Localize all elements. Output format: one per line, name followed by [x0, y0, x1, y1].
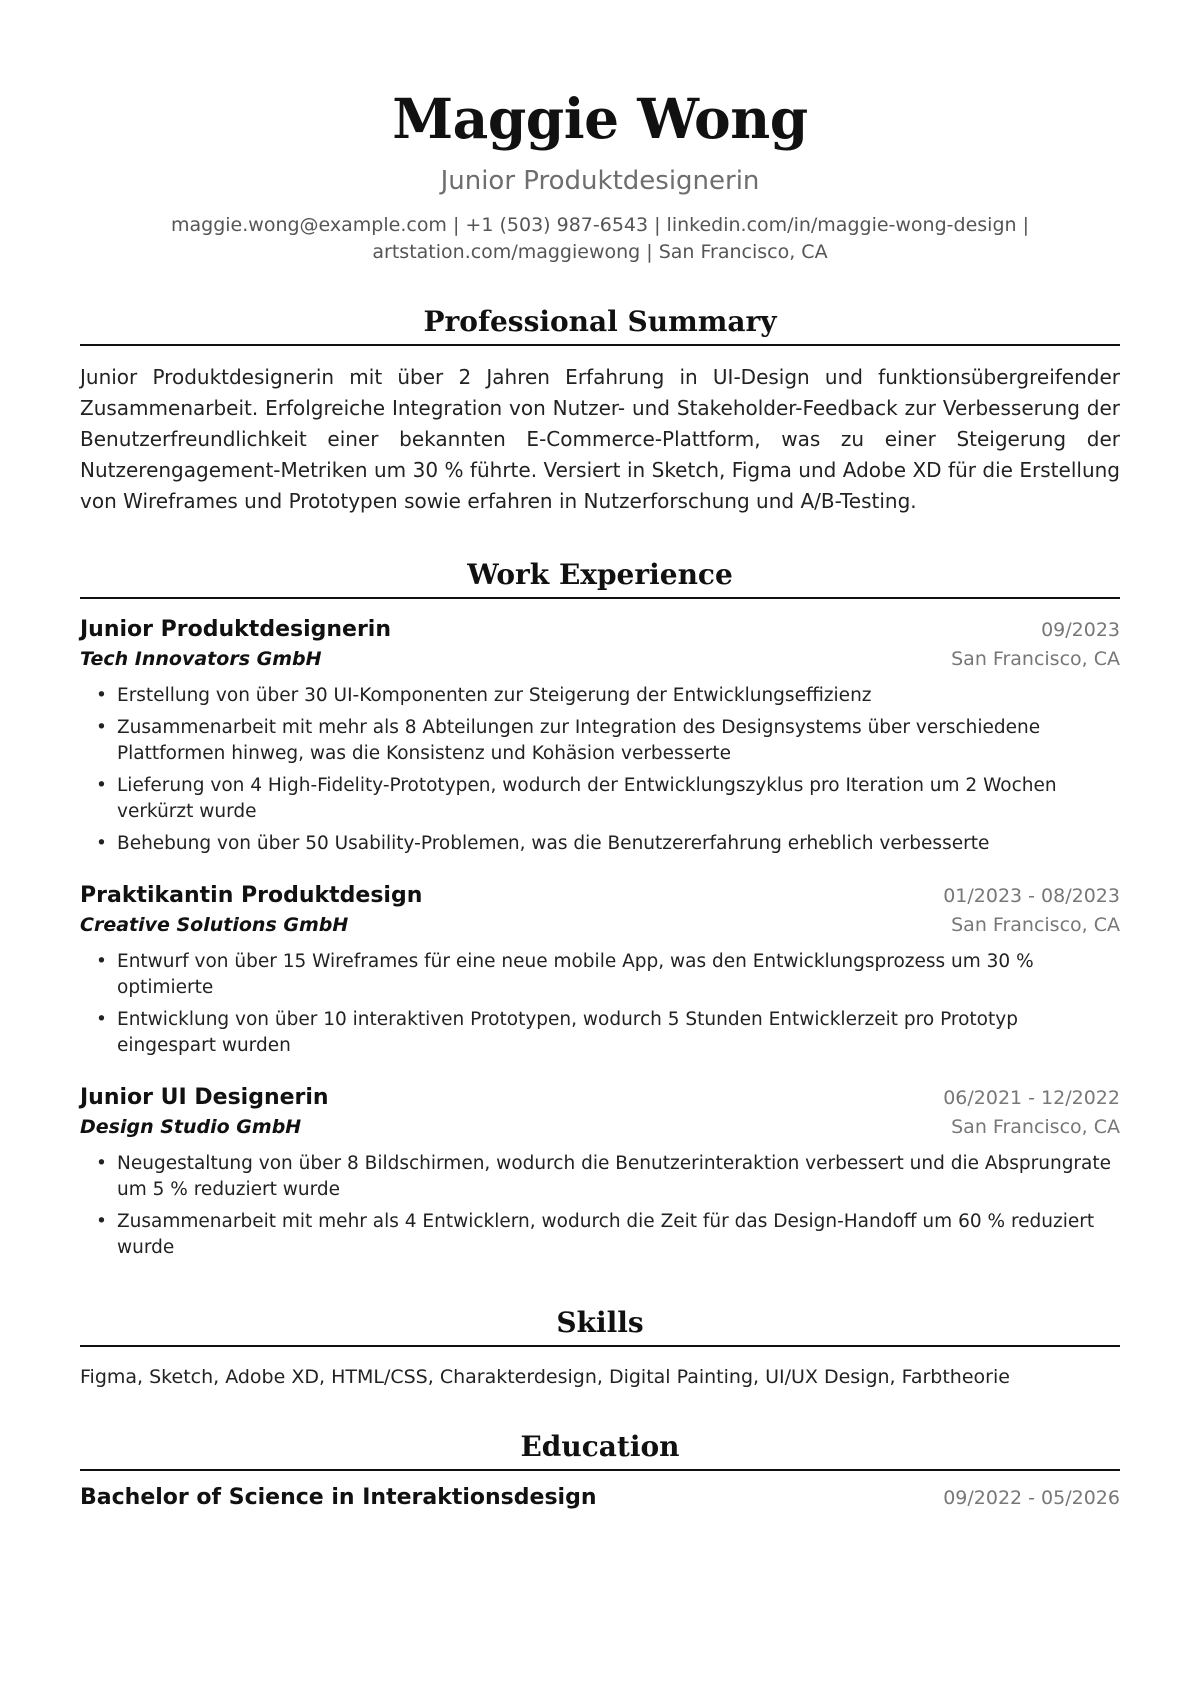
job-location: San Francisco, CA [951, 914, 1120, 936]
experience-section [80, 557, 1120, 1261]
job-entry [80, 1083, 1120, 1261]
job-date: 06/2021 - 12/2022 [943, 1087, 1120, 1109]
education-section [80, 1429, 1120, 1513]
resume-page [80, 0, 1120, 1513]
job-date: 01/2023 - 08/2023 [943, 885, 1120, 907]
company-name: Tech Innovators GmbH [80, 648, 322, 670]
resume-header [80, 84, 1120, 266]
bullet-dot: • [96, 951, 107, 972]
bullet-dot: • [96, 1211, 107, 1232]
experience-heading: Work Experience [80, 557, 1120, 599]
bullet-dot: • [96, 685, 107, 706]
bullet-item: • Behebung von über 50 Usability-Problemen, was die Benutzererfahrung erheblich verbesserte [80, 831, 1120, 857]
summary-text: Junior Produktdesignerin mit über 2 Jahren Erfahrung in UI-Design und funktionsübergreifender Zusammenarbeit. Erfolgreiche Integration von Nutzer- und Stakeholder-Feedback zur Verbesserung der Benutzerfreundlichkeit einer bekannten E-Commerce-Plattform, was zu einer Steigerung der Nutzerengagement-Metriken um 30 % führte. Versiert in Sketch, Figma und Adobe XD für die Erstellung von Wireframes und Prototypen sowie erfahren in Nutzerforschung und A/B-Testing. [80, 365, 1120, 513]
job-bullets [80, 949, 1120, 1059]
bullet-dot: • [96, 717, 107, 738]
bullet-item: • Neugestaltung von über 8 Bildschirmen, wodurch die Benutzerinteraktion verbessert und die Absprungrate um 5 % reduziert wurde [96, 1153, 1112, 1200]
job-title: Praktikantin Produktdesign [80, 883, 423, 908]
bullet-dot: • [96, 1153, 107, 1174]
job-bullets [80, 1151, 1120, 1261]
job-entry [80, 615, 1120, 857]
job-date: 09/2023 [1041, 619, 1120, 641]
summary-section [80, 304, 1120, 517]
job-bullets [80, 683, 1120, 857]
degree-title: Bachelor of Science in Interaktionsdesign [80, 1485, 597, 1510]
bullet-item: • Entwicklung von über 10 interaktiven Prototypen, wodurch 5 Stunden Entwicklerzeit pro Prototyp eingespart wurden [96, 1009, 1018, 1056]
job-location: San Francisco, CA [951, 648, 1120, 670]
bullet-dot: • [96, 1009, 107, 1030]
job-location: San Francisco, CA [951, 1116, 1120, 1138]
contact-line-2: artstation.com/maggiewong | San Francisco, CA [372, 241, 828, 263]
education-date: 09/2022 - 05/2026 [943, 1487, 1120, 1509]
education-heading: Education [80, 1429, 1120, 1471]
bullet-dot: • [96, 775, 107, 796]
candidate-title: Junior Produktdesignerin [440, 166, 760, 196]
company-name: Creative Solutions GmbH [80, 914, 349, 936]
bullet-item: • Zusammenarbeit mit mehr als 8 Abteilungen zur Integration des Designsystems über verschiedene Plattformen hinweg, was die Konsistenz und Kohäsion verbesserte [96, 717, 1041, 764]
bullet-item: • Erstellung von über 30 UI-Komponenten zur Steigerung der Entwicklungseffizienz [80, 683, 1120, 709]
company-name: Design Studio GmbH [80, 1116, 302, 1138]
contact-line-1: maggie.wong@example.com | +1 (503) 987-6543 | linkedin.com/in/maggie-wong-design | [171, 214, 1029, 236]
skills-section [80, 1305, 1120, 1391]
skills-list: Figma, Sketch, Adobe XD, HTML/CSS, Charakterdesign, Digital Painting, UI/UX Design, Farbtheorie [80, 1366, 1010, 1388]
bullet-dot: • [96, 833, 107, 854]
job-title: Junior UI Designerin [80, 1085, 329, 1110]
job-entry [80, 881, 1120, 1059]
bullet-item: • Entwurf von über 15 Wireframes für eine neue mobile App, was den Entwicklungsprozess um 30 % optimierte [96, 951, 1034, 998]
contact-info [80, 212, 1120, 266]
bullet-item: • Lieferung von 4 High-Fidelity-Prototypen, wodurch der Entwicklungszyklus pro Iteration um 2 Wochen verkürzt wurde [96, 775, 1057, 822]
candidate-name: Maggie Wong [392, 86, 808, 151]
bullet-item: • Zusammenarbeit mit mehr als 4 Entwicklern, wodurch die Zeit für das Design-Handoff um 60 % reduziert wurde [96, 1211, 1095, 1258]
job-title: Junior Produktdesignerin [80, 617, 392, 642]
skills-heading: Skills [80, 1305, 1120, 1347]
summary-heading: Professional Summary [80, 304, 1120, 346]
